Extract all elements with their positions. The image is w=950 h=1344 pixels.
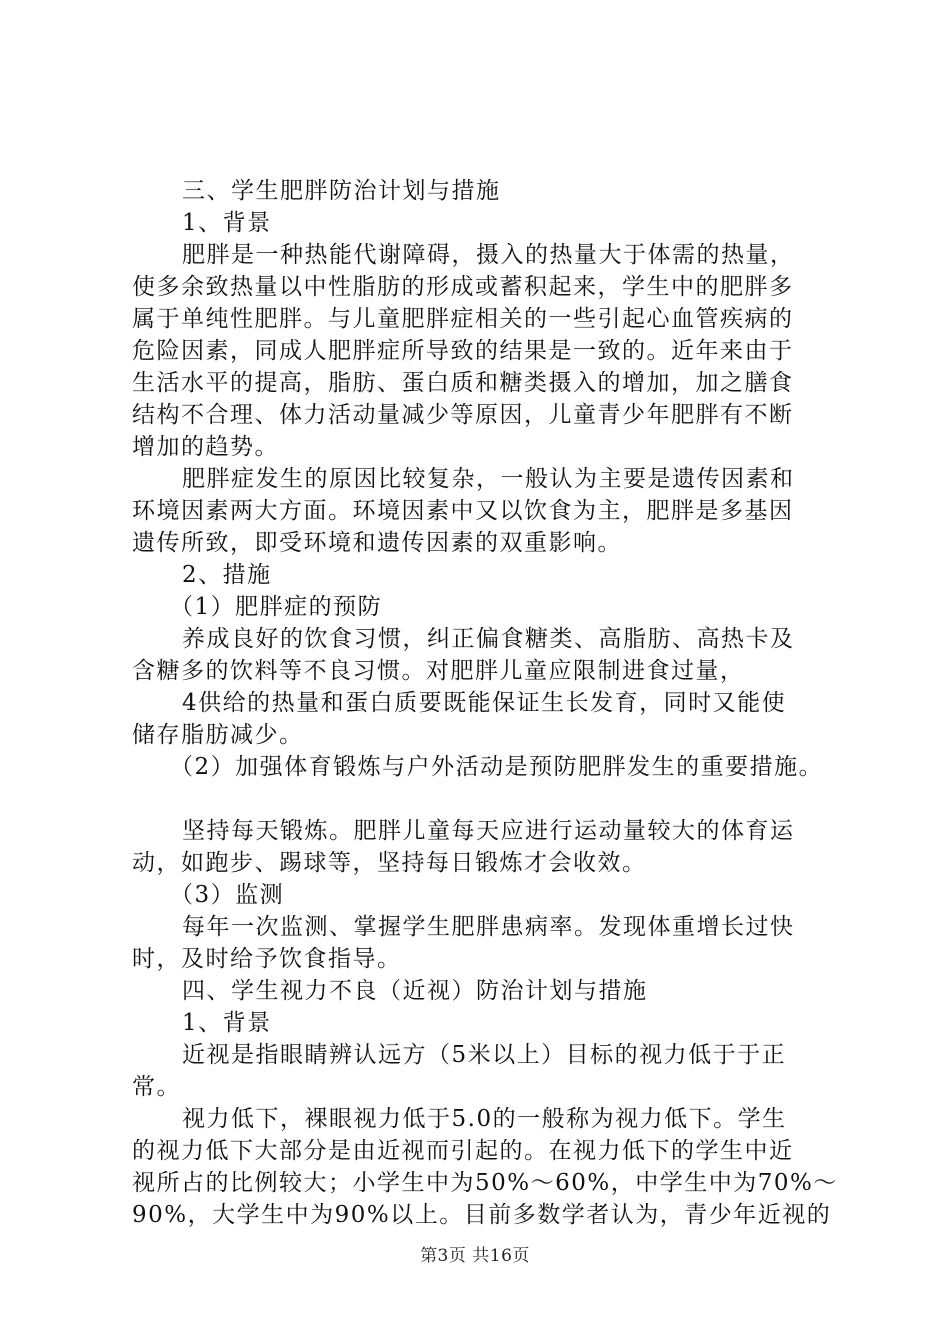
paragraph-line: 养成良好的饮食习惯，纠正偏食糖类、高脂肪、高热卡及: [182, 626, 795, 652]
subheading-background: 1、背景: [182, 1010, 272, 1036]
paragraph-line: 每年一次监测、掌握学生肥胖患病率。发现体重增长过快: [182, 914, 795, 940]
paragraph-line: 属于单纯性肥胖。与儿童肥胖症相关的一些引起心血管疾病的: [132, 306, 794, 332]
paragraph-line: 使多余致热量以中性脂肪的形成或蓄积起来，学生中的肥胖多: [132, 274, 794, 300]
paragraph-line: 4供给的热量和蛋白质要既能保证生长发育，同时又能使: [182, 690, 787, 716]
paragraph-line: 肥胖症发生的原因比较复杂，一般认为主要是遗传因素和: [182, 466, 795, 492]
paragraph-line: 结构不合理、体力活动量减少等原因，儿童青少年肥胖有不断: [132, 402, 794, 428]
paragraph-line: 储存脂肪减少。: [132, 722, 304, 748]
paragraph-line: 肥胖是一种热能代谢障碍，摄入的热量大于体需的热量，: [182, 242, 795, 268]
paragraph-line: 的视力低下大部分是由近视而引起的。在视力低下的学生中近: [132, 1138, 794, 1164]
paragraph-line: 动，如跑步、踢球等，坚持每日锻炼才会收效。: [132, 850, 647, 876]
page-footer: 第3页 共16页: [420, 1246, 530, 1266]
paragraph-line: 环境因素两大方面。环境因素中又以饮食为主，肥胖是多基因: [132, 498, 794, 524]
paragraph-line: 视力低下，裸眼视力低于5.0的一般称为视力低下。学生: [182, 1106, 787, 1132]
section-heading-obesity: 三、学生肥胖防治计划与措施: [182, 178, 501, 204]
paragraph-line: 遗传所致，即受环境和遗传因素的双重影响。: [132, 530, 622, 556]
subheading-exercise: （2）加强体育锻炼与户外活动是预防肥胖发生的重要措施。: [170, 754, 824, 780]
section-heading-myopia: 四、学生视力不良（近视）防治计划与措施: [182, 978, 648, 1004]
paragraph-line: 增加的趋势。: [132, 434, 279, 460]
paragraph-line: 常。: [132, 1074, 181, 1100]
paragraph-line: 时，及时给予饮食指导。: [132, 946, 402, 972]
subheading-monitoring: （3）监测: [170, 882, 285, 908]
paragraph-line: 近视是指眼睛辨认远方（5米以上）目标的视力低于于正: [182, 1042, 787, 1068]
paragraph-line: 含糖多的饮料等不良习惯。对肥胖儿童应限制进食过量，: [132, 658, 745, 684]
paragraph-line: 危险因素，同成人肥胖症所导致的结果是一致的。近年来由于: [132, 338, 794, 364]
paragraph-line: 坚持每天锻炼。肥胖儿童每天应进行运动量较大的体育运: [182, 818, 795, 844]
paragraph-line: 生活水平的提高，脂肪、蛋白质和糖类摄入的增加，加之膳食: [132, 370, 794, 396]
subheading-background: 1、背景: [182, 210, 272, 236]
paragraph-line: 视所占的比例较大；小学生中为50%～60%，中学生中为70%～: [132, 1170, 838, 1196]
subheading-measures: 2、措施: [182, 562, 272, 588]
paragraph-line: 90%，大学生中为90%以上。目前多数学者认为，青少年近视的: [132, 1202, 832, 1228]
subheading-prevention: （1）肥胖症的预防: [170, 594, 383, 620]
